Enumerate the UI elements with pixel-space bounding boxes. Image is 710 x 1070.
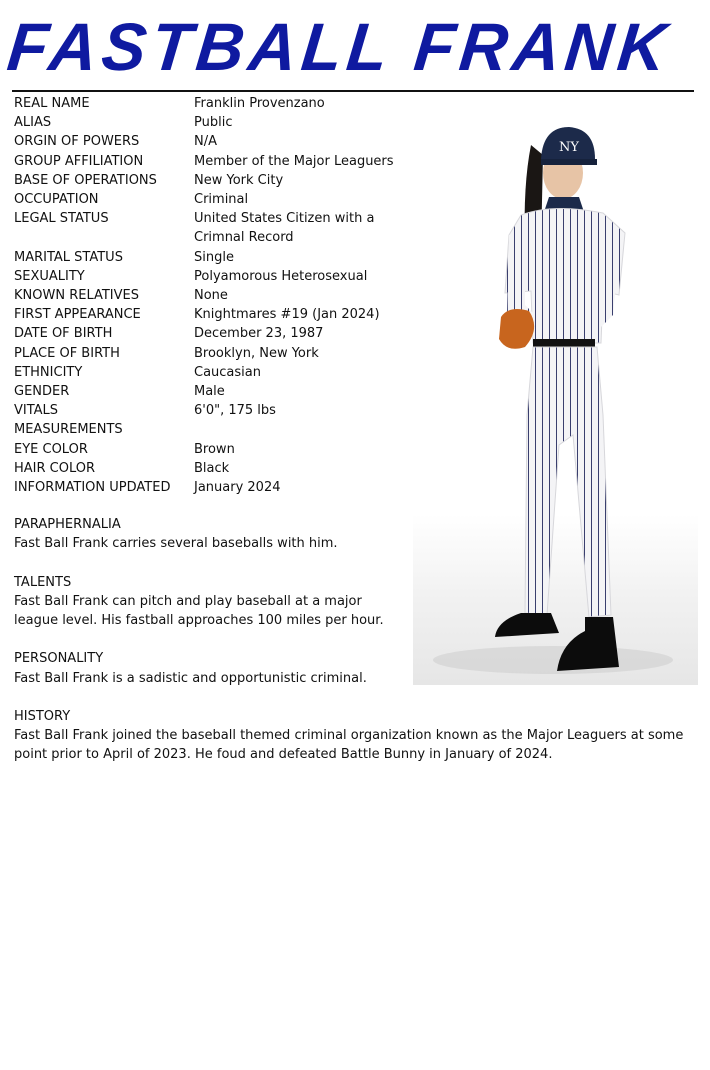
section-text: Fast Ball Frank can pitch and play baseball at a major league level. His fastball approaches 100 miles per hour. [14, 593, 384, 628]
fact-label: HAIR COLOR [14, 460, 96, 476]
fact-row [14, 286, 414, 305]
fact-label: VITALS [14, 403, 59, 419]
fact-label: REAL NAME [14, 96, 90, 111]
fact-row [14, 113, 414, 132]
section-text: Fast Ball Frank is a sadistic and opportunistic criminal. [14, 670, 367, 686]
fact-value: January 2024 [194, 480, 281, 496]
fact-label: EYE COLOR [14, 441, 88, 457]
fact-value: Black [194, 460, 230, 476]
fact-label: DATE OF BIRTH [14, 326, 113, 342]
fact-label: GENDER [14, 384, 70, 400]
fact-row [14, 459, 414, 478]
fact-row [14, 420, 414, 439]
fact-label: ETHNICITY [14, 364, 83, 380]
fact-row [14, 363, 414, 382]
fact-value: N/A [194, 134, 217, 150]
page-title: FASTBALL FRANK [4, 9, 675, 85]
fact-value: Caucasian [194, 364, 261, 380]
section-text: Fast Ball Frank joined the baseball themed criminal organization known as the Major Leaguers at some point prior to April of 2023. He foud and defeated Battle Bunny in January of 2024. [14, 728, 684, 763]
fact-value: Knightmares #19 (Jan 2024) [194, 307, 380, 323]
fact-value: Brown [194, 441, 235, 457]
fact-row [14, 382, 414, 401]
cap-logo: NY [559, 140, 579, 155]
fact-value: None [194, 288, 228, 304]
section-heading: HISTORY [14, 708, 71, 724]
fact-label: ORGIN OF POWERS [14, 134, 140, 150]
left-shoe [495, 613, 559, 637]
fact-label: INFORMATION UPDATED [14, 480, 171, 496]
fact-row [14, 152, 414, 171]
fact-row [14, 209, 414, 247]
fact-row [14, 478, 414, 497]
pants [525, 347, 611, 617]
fact-row [14, 324, 414, 343]
fact-sheet [14, 94, 414, 497]
section-text: Fast Ball Frank carries several baseballs with him. [14, 536, 338, 552]
fact-value: Criminal [194, 192, 249, 208]
fact-value: December 23, 1987 [194, 326, 324, 342]
glove-icon [499, 309, 534, 349]
fact-value: New York City [194, 172, 284, 188]
fact-label: SEXUALITY [14, 268, 85, 284]
fact-label: OCCUPATION [14, 192, 99, 208]
fact-row [14, 440, 414, 459]
fact-label: FIRST APPEARANCE [14, 307, 141, 323]
fact-row [14, 267, 414, 286]
fact-label: LEGAL STATUS [14, 211, 109, 227]
baseball-player-figure [413, 115, 698, 685]
fact-label: ALIAS [14, 115, 52, 131]
fact-value: Member of the Major Leaguers [194, 153, 394, 169]
fact-label: BASE OF OPERATIONS [14, 172, 157, 188]
fact-label: MEASUREMENTS [14, 422, 123, 438]
fact-value: United States Citizen with a Crimnal Record [194, 211, 375, 246]
fact-value [194, 420, 414, 439]
fact-value: Public [194, 115, 233, 131]
floor-shadow [433, 646, 673, 674]
fact-row [14, 190, 414, 209]
fact-value: Franklin Provenzano [194, 96, 325, 111]
section-history [14, 707, 684, 765]
fact-value: Polyamorous Heterosexual [194, 268, 368, 284]
section-heading: TALENTS [14, 574, 72, 590]
fact-value: Brooklyn, New York [194, 345, 319, 361]
title-divider [12, 90, 694, 92]
fact-row [14, 171, 414, 190]
character-render [413, 115, 698, 685]
fact-value: 6'0", 175 lbs [194, 403, 276, 419]
fact-row [14, 248, 414, 267]
right-shoe [557, 617, 619, 671]
fact-row [14, 305, 414, 324]
fact-row [14, 132, 414, 151]
fact-row [14, 344, 414, 363]
fact-value: Male [194, 384, 225, 400]
fact-label: PLACE OF BIRTH [14, 345, 120, 361]
section-heading: PARAPHERNALIA [14, 517, 121, 532]
fact-label: KNOWN RELATIVES [14, 288, 139, 304]
fact-value: Single [194, 249, 234, 265]
fact-row [14, 94, 414, 113]
fact-label: GROUP AFFILIATION [14, 153, 144, 169]
fact-row [14, 401, 414, 420]
fact-label: MARITAL STATUS [14, 249, 123, 265]
section-heading: PERSONALITY [14, 651, 104, 667]
